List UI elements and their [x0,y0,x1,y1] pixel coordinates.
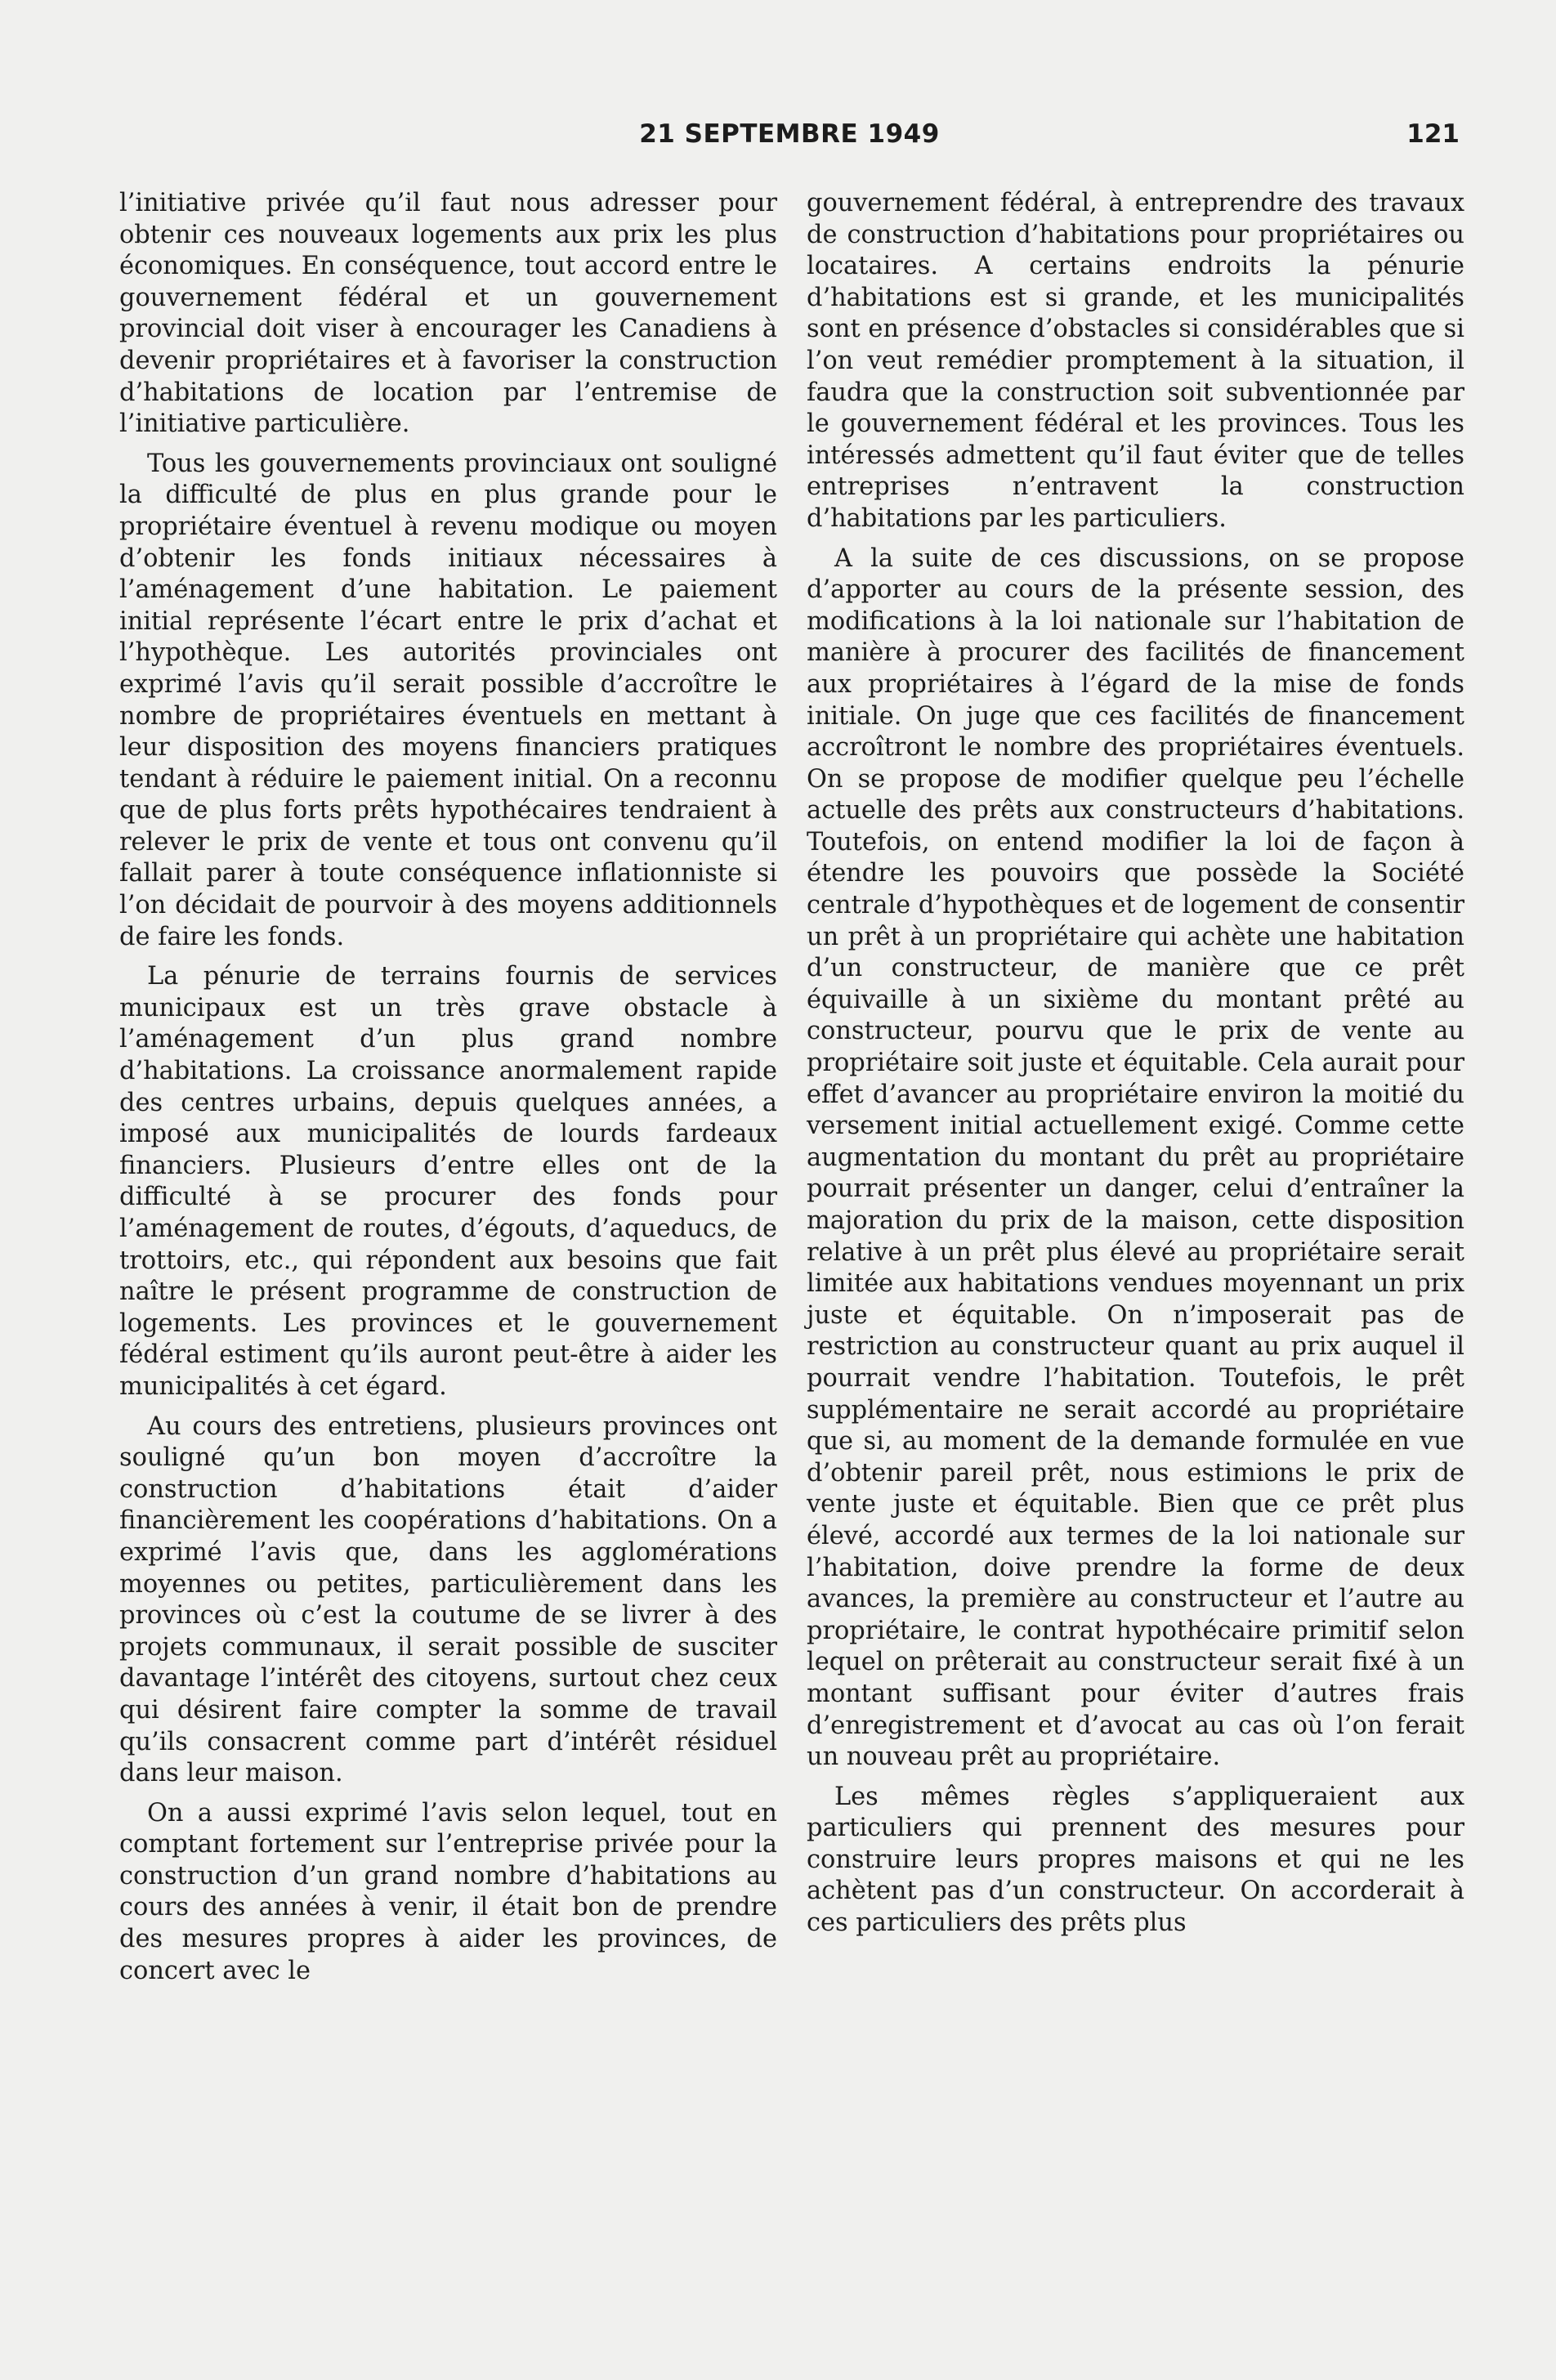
right-column [807,188,1464,1948]
left-column [119,188,777,1995]
header-date: 21 SEPTEMBRE 1949 [639,119,940,149]
paragraph: Les mêmes règles s’appliqueraient aux particuliers qui prennent des mesures pour construire leurs propres maisons et qui ne les achètent pas d’un constructeur. On accorderait à ces particuliers des prêts plus [807,1782,1464,1938]
paragraph: A la suite de ces discussions, on se propose d’apporter au cours de la présente session, des modifications à la loi nationale sur l’habitation de manière à procurer des facilités de financement aux propriétaires à l’égard de la mise de fonds initiale. On juge que ces facilités de financement accroîtront le nombre des propriétaires éventuels. On se propose de modifier quelque peu l’échelle actuelle des prêts aux constructeurs d’habitations. Toutefois, on entend modifier la loi de façon à étendre les pouvoirs que possède la Société centrale d’hypothèques et de logement de consentir un prêt à un propriétaire qui achète une habitation d’un constructeur, de manière que ce prêt équivaille à un sixième du montant prêté au constructeur, pourvu que le prix de vente au propriétaire soit juste et équitable. Cela aurait pour effet d’avancer au propriétaire environ la moitié du versement initial actuellement exigé. Comme cette augmentation du montant du prêt au propriétaire pourrait présenter un danger, celui d’entraîner la majoration du prix de la maison, cette disposition relative à un prêt plus élevé au propriétaire serait limitée aux habitations vendues moyennant un prix juste et équitable. On n’imposerait pas de restriction au constructeur quant au prix auquel il pourrait vendre l’habitation. Toutefois, le prêt supplémentaire ne serait accordé au propriétaire que si, au moment de la demande formulée en vue d’obtenir pareil prêt, nous estimions le prix de vente juste et équitable. Bien que ce prêt plus élevé, accordé aux termes de la loi nationale sur l’habitation, doive prendre la forme de deux avances, la première au constructeur et l’autre au propriétaire, le contrat hypothécaire primitif selon lequel on prêterait au constructeur serait fixé à un montant suffisant pour éviter d’autres frais d’enregistrement et d’avocat au cas où l’on ferait un nouveau prêt au propriétaire. [807,544,1464,1772]
paragraph: La pénurie de terrains fournis de services municipaux est un très grave obstacle à l’aménagement d’un plus grand nombre d’habitations. La croissance anormalement rapide des centres urbains, depuis quelques années, a imposé aux municipalités de lourds fardeaux financiers. Plusieurs d’entre elles ont de la difficulté à se procurer des fonds pour l’aménagement de routes, d’égouts, d’aqueducs, de trottoirs, etc., qui répondent aux besoins que fait naître le présent programme de construction de logements. Les provinces et le gouvernement fédéral estiment qu’ils auront peut-être à aider les municipalités à cet égard. [119,962,777,1401]
paragraph: l’initiative privée qu’il faut nous adresser pour obtenir ces nouveaux logements aux prix les plus économiques. En conséquence, tout accord entre le gouvernement fédéral et un gouvernement provincial doit viser à encourager les Canadiens à devenir propriétaires et à favoriser la construction d’habitations de location par l’entremise de l’initiative particulière. [119,189,777,439]
paragraph: gouvernement fédéral, à entreprendre des travaux de construction d’habitations pour propriétaires ou locataires. A certains endroits la pénurie d’habitations est si grande, et les municipalités sont en présence d’obstacles si considérables que si l’on veut remédier promptement à la situation, il faudra que la construction soit subventionnée par le gouvernement fédéral et les provinces. Tous les intéressés admettent qu’il faut éviter que de telles entreprises n’entravent la construction d’habitations par les particuliers. [807,189,1464,533]
paragraph: On a aussi exprimé l’avis selon lequel, tout en comptant fortement sur l’entreprise privée pour la construction d’un grand nombre d’habitations au cours des années à venir, il était bon de prendre des mesures propres à aider les provinces, de concert avec le [119,1798,777,1985]
paragraph: Au cours des entretiens, plusieurs provinces ont souligné qu’un bon moyen d’accroître la construction d’habitations était d’aider financièrement les coopérations d’habitations. On a exprimé l’avis que, dans les agglomérations moyennes ou petites, particulièrement dans les provinces où c’est la coutume de se livrer à des projets communaux, il serait possible de susciter davantage l’intérêt des citoyens, surtout chez ceux qui désirent faire compter la somme de travail qu’ils consacrent comme part d’intérêt résiduel dans leur maison. [119,1411,777,1788]
page-number: 121 [1406,119,1460,149]
page-header [119,119,1460,162]
paragraph: Tous les gouvernements provinciaux ont souligné la difficulté de plus en plus grande pour le propriétaire éventuel à revenu modique ou moyen d’obtenir les fonds initiaux nécessaires à l’aménagement d’une habitation. Le paiement initial représente l’écart entre le prix d’achat et l’hypothèque. Les autorités provinciales ont exprimé l’avis qu’il serait possible d’accroître le nombre de propriétaires éventuels en mettant à leur disposition des moyens financiers pratiques tendant à réduire le paiement initial. On a reconnu que de plus forts prêts hypothécaires tendraient à relever le prix de vente et tous ont convenu qu’il fallait parer à toute conséquence inflationniste si l’on décidait de pourvoir à des moyens additionnels de faire les fonds. [119,449,777,951]
